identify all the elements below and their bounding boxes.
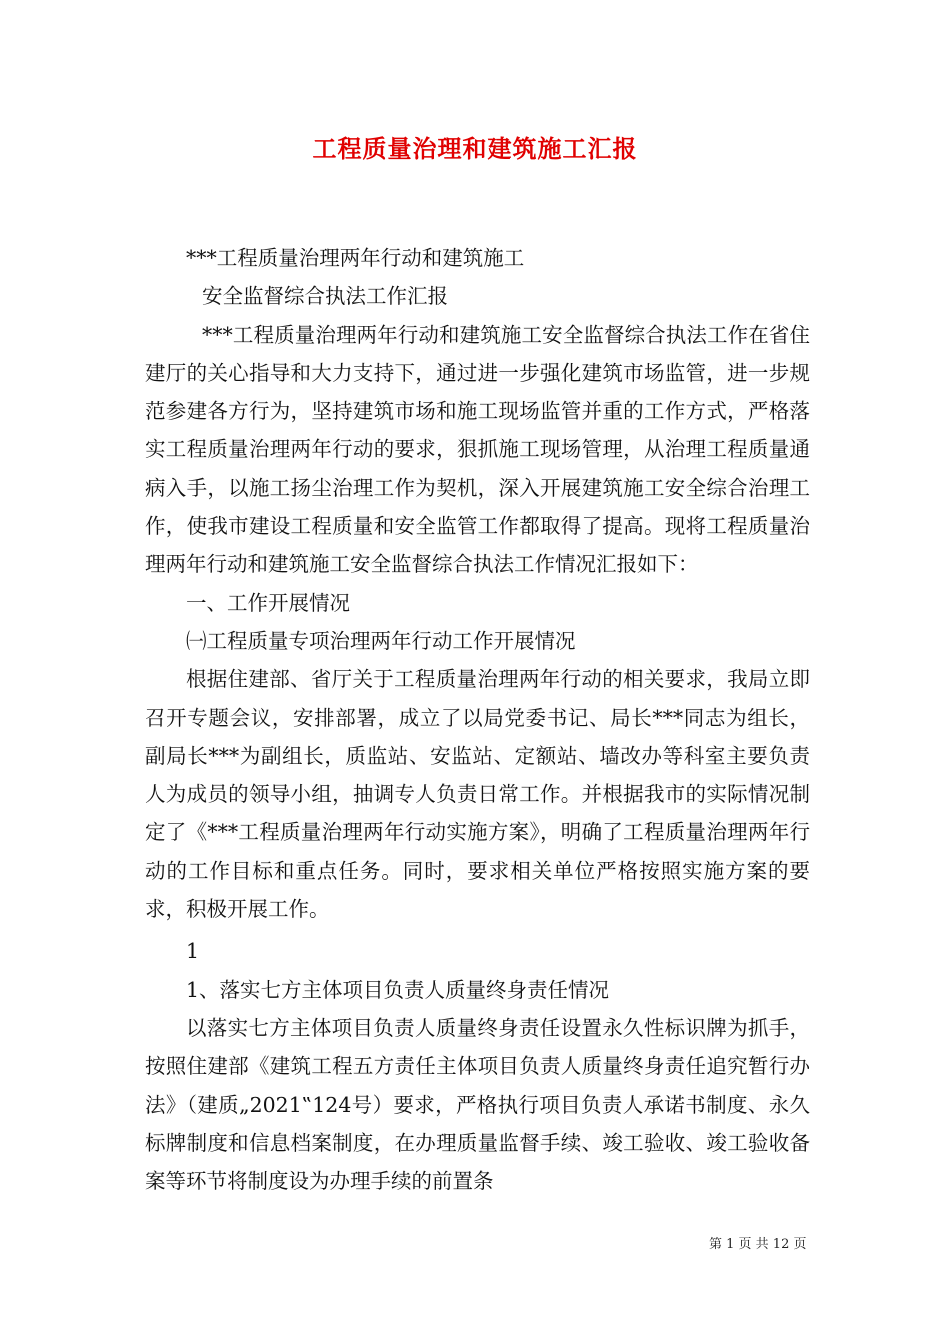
section-heading-1: 一、工作开展情况	[186, 590, 350, 615]
paragraph-arrangement: 根据住建部、省厅关于工程质量治理两年行动的相关要求，我局立即召开专题会议，安排部署，成立了以局党委书记、局长***同志为组长，副局长***为副组长，质监站、安监站、定额站、墙改办等科室主要负责人为成员的领导小组，抽调专人负责日常工作。并根据我市的实际情况制定了《***工程质量治理两年行动实施方案》，明确了工程质量治理两年行动的工作目标和重点任务。同时，要求相关单位严格按照实施方案的要求，积极开展工作。	[145, 667, 810, 922]
subtitle-line-1: ***工程质量治理两年行动和建筑施工	[186, 246, 525, 270]
paragraph-intro: ***工程质量治理两年行动和建筑施工安全监督综合执法工作在省住建厅的关心指导和大力支持下，通过进一步强化建筑市场监管，进一步规范参建各方行为，坚持建筑市场和施工现场监管并重的工作方式，严格落实工程质量治理两年行动的要求，狠抓施工现场管理，从治理工程质量通病入手，以施工扬尘治理工作为契机，深入开展建筑施工安全综合治理工作，使我市建设工程质量和安全监管工作都取得了提高。现将工程质量治理两年行动和建筑施工安全监督综合执法工作情况汇报如下：	[145, 322, 810, 577]
item-heading-1: 1、落实七方主体项目负责人质量终身责任情况	[186, 977, 610, 1002]
document-body	[145, 239, 810, 1200]
subsection-heading-1: ㈠工程质量专项治理两年行动工作开展情况	[186, 628, 576, 653]
inline-number: 1	[186, 939, 200, 964]
page-number-footer: 第 1 页 共 12 页	[709, 1237, 807, 1252]
paragraph-responsibility: 以落实七方主体项目负责人质量终身责任设置永久性标识牌为抓手，按照住建部《建筑工程五方责任主体项目负责人质量终身责任追究暂行办法》（建质„2021‟124号）要求，严格执行项目负责人承诺书制度、永久标牌制度和信息档案制度，在办理质量监督手续、竣工验收、竣工验收备案等环节将制度设为办理手续的前置条	[145, 1015, 810, 1194]
subtitle-line-2: 安全监督综合执法工作汇报	[202, 284, 448, 309]
document-title: 工程质量治理和建筑施工汇报	[312, 134, 638, 163]
